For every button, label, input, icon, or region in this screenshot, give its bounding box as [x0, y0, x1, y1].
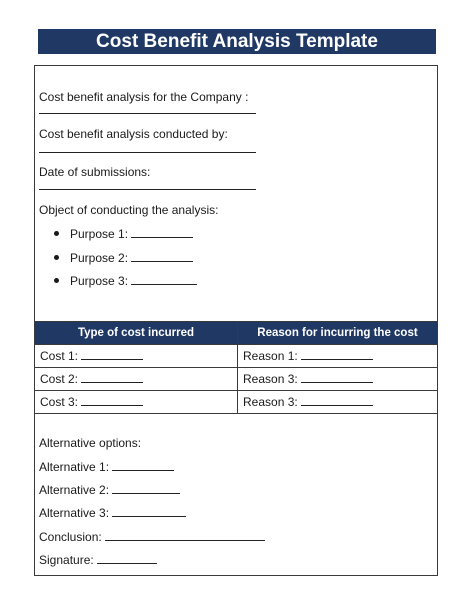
alternative-item [39, 505, 186, 520]
table-row [35, 368, 438, 391]
conclusion-label: Conclusion: [39, 530, 102, 544]
alternative-label: Alternative 1: [39, 460, 110, 474]
cost-field[interactable] [81, 372, 143, 383]
cost-table [34, 321, 438, 414]
date-label: Date of submissions: [39, 165, 151, 179]
cost-type-header: Type of cost incurred [35, 322, 238, 345]
purpose-item [54, 226, 193, 241]
reason-header: Reason for incurring the cost [238, 322, 438, 345]
bullet-icon [54, 231, 59, 236]
cost-field[interactable] [81, 349, 143, 360]
bullet-icon [54, 255, 59, 260]
cost-label: Cost 3: [40, 395, 79, 409]
alternative-field[interactable] [112, 505, 186, 517]
alternative-item [39, 459, 174, 474]
reason-cell [238, 368, 438, 391]
alternative-item [39, 482, 180, 497]
cost-label: Cost 1: [40, 349, 79, 363]
reason-label: Reason 3: [243, 372, 298, 386]
cost-cell [35, 391, 238, 414]
reason-cell [238, 345, 438, 368]
table-header-row [35, 322, 438, 345]
purpose-field[interactable] [131, 226, 193, 238]
alternative-field[interactable] [112, 459, 174, 471]
alternatives-heading: Alternative options: [39, 436, 142, 450]
reason-field[interactable] [301, 395, 373, 406]
purpose-label: Purpose 2: [70, 251, 129, 265]
signature-row [39, 552, 157, 567]
cost-cell [35, 368, 238, 391]
conclusion-row [39, 529, 265, 544]
purpose-item [54, 273, 197, 288]
date-field[interactable] [39, 189, 256, 190]
conducted-by-field[interactable] [39, 152, 256, 153]
conducted-by-label: Cost benefit analysis conducted by: [39, 127, 228, 141]
reason-label: Reason 1: [243, 349, 298, 363]
company-label: Cost benefit analysis for the Company : [39, 90, 249, 104]
cost-cell [35, 345, 238, 368]
purpose-field[interactable] [131, 250, 193, 262]
purpose-item [54, 250, 193, 265]
table-row [35, 391, 438, 414]
purpose-label: Purpose 3: [70, 274, 129, 288]
company-field[interactable] [39, 113, 256, 114]
conclusion-field[interactable] [105, 529, 265, 541]
reason-cell [238, 391, 438, 414]
cost-field[interactable] [81, 395, 143, 406]
reason-field[interactable] [301, 372, 373, 383]
signature-field[interactable] [97, 552, 157, 564]
reason-field[interactable] [301, 349, 373, 360]
document-title: Cost Benefit Analysis Template [38, 29, 436, 54]
reason-label: Reason 3: [243, 395, 298, 409]
purpose-field[interactable] [131, 273, 197, 285]
alternative-label: Alternative 2: [39, 483, 110, 497]
alternative-field[interactable] [112, 482, 180, 494]
object-label: Object of conducting the analysis: [39, 203, 219, 217]
purpose-label: Purpose 1: [70, 227, 129, 241]
cost-label: Cost 2: [40, 372, 79, 386]
signature-label: Signature: [39, 553, 94, 567]
bullet-icon [54, 278, 59, 283]
alternative-label: Alternative 3: [39, 506, 110, 520]
table-row [35, 345, 438, 368]
